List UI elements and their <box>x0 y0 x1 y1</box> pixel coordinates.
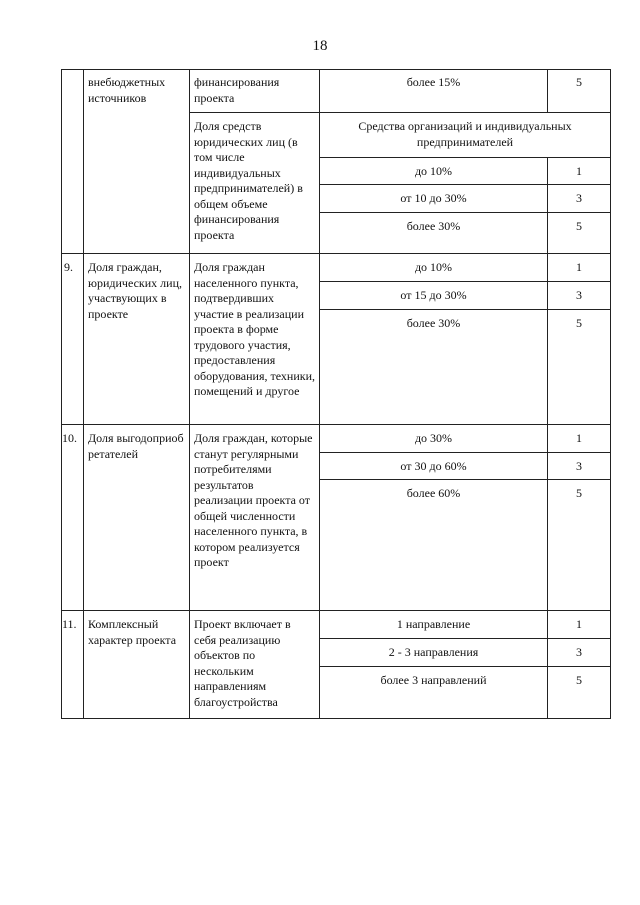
criterion-score: 5 <box>576 316 582 330</box>
row-number: 11. <box>62 617 77 631</box>
criterion-score: 3 <box>576 645 582 659</box>
row-indicator: Доля средств юридических лиц (в том числе индивидуальных предпринимателей) в общем объеме финансирования проекта <box>194 119 303 242</box>
criterion-score: 5 <box>576 219 582 233</box>
criterion-score: 1 <box>576 431 582 445</box>
criterion-label: до 10% <box>414 164 453 178</box>
criterion-label: до 10% <box>414 260 453 274</box>
row-name: Доля граждан, юридических лиц, участвующих в проекте <box>88 260 182 321</box>
row-indicator: Проект включает в себя реализацию объектов по нескольким направлениям благоустройства <box>194 617 291 709</box>
criterion-score: 3 <box>576 191 582 205</box>
criterion-score: 5 <box>576 75 582 89</box>
criterion-score: 1 <box>576 164 582 178</box>
row-indicator: Доля граждан населенного пункта, подтвердивших участие в реализации проекта в форме трудового участия, предоставления оборудования, техники, помещений и другое <box>194 260 316 398</box>
criteria-subheader: Средства организаций и индивидуальных предпринимателей <box>358 119 572 149</box>
criterion-label: более 60% <box>406 486 461 500</box>
criterion-label: более 15% <box>406 75 461 89</box>
criterion-label: более 3 направлений <box>380 673 487 687</box>
criterion-label: 2 - 3 направления <box>388 645 479 659</box>
criterion-label: более 30% <box>406 219 461 233</box>
row-indicator: Доля граждан, которые станут регулярными потребителями результатов реализации проекта от общей численности населенного пункта, в котором реализуется проект <box>194 431 313 569</box>
criterion-label: от 10 до 30% <box>400 191 467 205</box>
row-name: Доля выгодоприобретателей <box>88 431 184 461</box>
criteria-table <box>61 69 610 719</box>
criterion-label: 1 направление <box>396 617 471 631</box>
row-name: Комплексный характер проекта <box>88 617 177 647</box>
criterion-label: от 15 до 30% <box>400 288 467 302</box>
criterion-label: более 30% <box>406 316 461 330</box>
criterion-label: от 30 до 60% <box>400 459 467 473</box>
criterion-score: 5 <box>576 673 582 687</box>
criterion-score: 1 <box>576 260 582 274</box>
criterion-score: 3 <box>576 459 582 473</box>
criterion-score: 3 <box>576 288 582 302</box>
criterion-label: до 30% <box>414 431 453 445</box>
page-number: 18 <box>312 38 328 54</box>
row-name: внебюджетных источников <box>88 75 166 105</box>
table-border-right <box>610 69 611 719</box>
criterion-score: 1 <box>576 617 582 631</box>
criterion-score: 5 <box>576 486 582 500</box>
row-number: 10. <box>62 431 77 445</box>
table-border-bottom <box>61 718 611 719</box>
row-number: 9. <box>64 260 73 274</box>
row-indicator: финансирования проекта <box>194 75 280 105</box>
